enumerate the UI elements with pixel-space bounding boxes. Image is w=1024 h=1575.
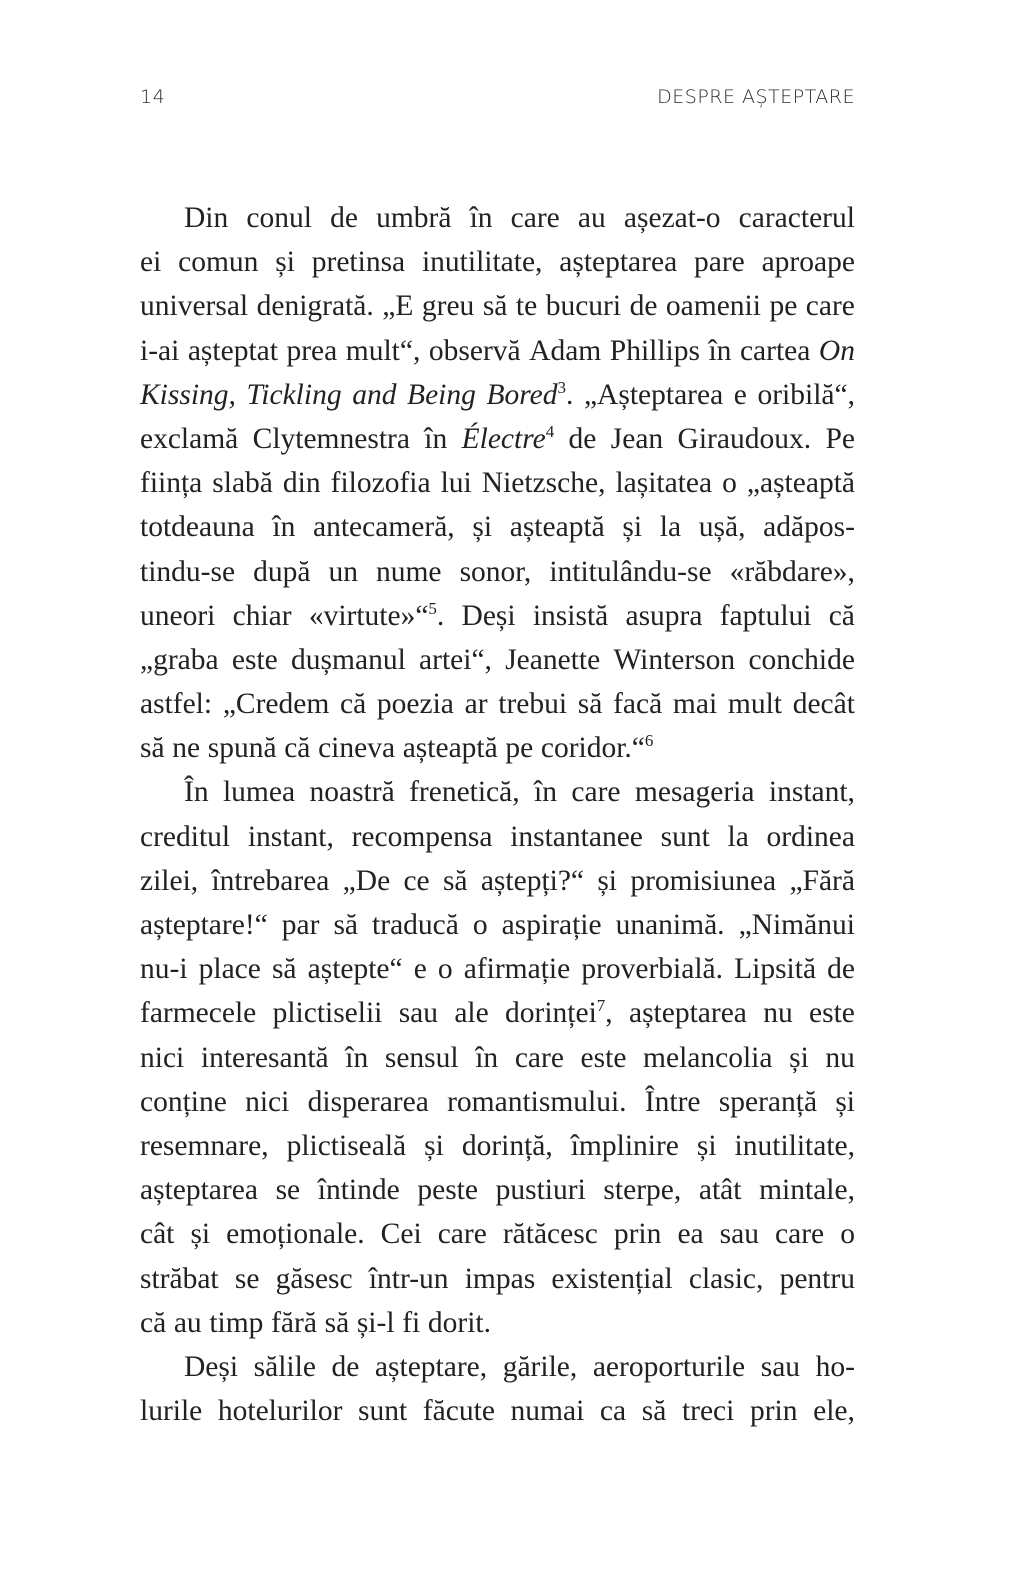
word: mai [672,688,718,721]
word: spună [207,732,277,765]
word: disperarea [307,1085,429,1118]
word: i-ai [140,334,180,367]
text-line [140,373,855,417]
word: și [835,1085,855,1118]
word: și [275,246,295,279]
word: frenetică, [409,776,520,809]
word: prea [286,334,338,367]
word: ei [140,246,162,279]
word: este [580,1041,627,1074]
word: din [282,467,321,500]
word: «virtute»“$^5$. [308,598,445,632]
word: Giraudoux. [677,422,812,455]
word: ale [454,997,489,1030]
running-head [140,86,855,112]
text-line [140,1080,855,1124]
word: Phillips [609,334,700,367]
word: împlinire [570,1129,679,1162]
text-line [140,638,855,682]
word: farmecele [140,997,257,1030]
word: inutilitate, [734,1129,855,1162]
word: bucuri [545,290,622,323]
word: au [173,1306,202,1339]
word: oamenii [665,290,761,323]
text-line [140,505,855,549]
word: în [534,776,557,809]
word: noastră [309,776,395,809]
text-line [140,240,855,284]
word: hotelurilor [217,1395,343,1428]
word: intitulându-se [549,555,712,588]
word: impas [464,1262,536,1295]
text-line [140,284,855,328]
word: sunt [660,820,710,853]
word: aeroporturile [592,1350,746,1383]
word: and [352,378,397,411]
word: în [272,511,296,544]
word: instant, [768,776,855,809]
word: și [424,1129,444,1162]
word: Winterson [613,643,736,676]
word: au [577,202,606,234]
text-line [140,1389,855,1433]
word: astfel: [140,688,213,721]
word: cât [140,1218,175,1251]
word: resemnare, [140,1129,269,1162]
text-line [140,903,855,947]
word: de [629,290,658,323]
word: uneori [140,599,216,632]
word: aștepți?“ [480,864,585,897]
text-line [140,1124,855,1168]
word: sterpe, [603,1174,682,1207]
word: să [333,909,359,941]
word: ne [172,732,201,765]
word: sau [398,997,439,1030]
word: că [284,732,311,765]
word: fără [271,1306,317,1339]
word: timp [209,1306,264,1339]
word: „așteaptă [746,467,855,500]
word: proverbială. [581,953,724,986]
word: și [597,864,618,897]
word: decât [792,688,855,721]
word: dușmanul [291,643,406,676]
paragraph [140,770,855,1344]
word: sau [719,1218,759,1251]
word: ele, [813,1395,855,1428]
word: o [840,1218,855,1251]
text-line [140,329,855,373]
word: sunt [358,1395,408,1428]
word: caracterul [738,202,855,234]
word: să [641,1395,667,1428]
word: și [696,1129,717,1162]
word: așteaptă [509,511,605,544]
word: cineva [318,732,396,765]
word: Nietzsche, [481,467,606,500]
word: Cei [380,1218,422,1251]
word: în [469,202,493,234]
word: pentru [779,1262,855,1295]
word: după [253,555,311,588]
word: la [727,820,749,853]
word: umbră [376,202,452,234]
word: dorit. [427,1306,491,1339]
word: aștepte“ [307,953,403,986]
word: pretinsa [311,246,406,279]
word: unanimă. [615,909,725,941]
word: așteptarea [559,246,678,279]
word: prin [749,1395,798,1428]
word: să [442,864,468,897]
word: Pe [825,422,855,455]
text-line [140,196,855,240]
word: ușă, [698,511,746,544]
word: se [234,1262,260,1295]
word: e [733,378,747,411]
word: place [198,953,261,986]
text-line [140,770,855,814]
page-number: 14 [140,86,166,108]
word: și-l [356,1306,395,1339]
word: promisiunea [630,864,777,897]
word: o [437,953,453,986]
text-line [140,1036,855,1080]
text-line [140,461,855,505]
word: „De [342,864,391,897]
word: În [184,776,209,809]
word: nu [763,997,793,1030]
word: atât [698,1174,742,1207]
word: Kissing, [140,378,236,411]
word: sonor, [459,555,532,588]
word: aproape [761,246,855,279]
word: și [190,1218,211,1251]
word: plictiselii [272,997,383,1030]
word: adăpos- [763,511,855,544]
word: zilei, [140,864,199,897]
word: „Așteptarea [583,378,724,411]
word: lui [440,467,472,500]
word: lașitatea [615,467,713,500]
word: instantanee [510,820,643,853]
word: insistă [532,599,609,632]
word: nume [375,555,442,588]
word: tindu-se [140,555,236,588]
text-line [140,417,855,461]
word: e [413,953,427,986]
word: să [271,953,297,986]
body-text [140,196,855,1433]
word: faptului [719,599,812,632]
word: numai [510,1395,585,1428]
word: te [515,290,538,323]
word: și [472,511,493,544]
word: Being [407,378,476,411]
word: de [568,422,597,455]
word: pe [769,290,798,323]
word: mult [727,688,782,721]
word: Électre$^4$ [461,421,555,455]
word: Între [644,1085,701,1118]
word: care [510,202,560,234]
word: speranță [718,1085,818,1118]
word: artei“, [419,643,492,676]
word: interesantă [200,1041,329,1074]
word: rătăcesc [502,1218,598,1251]
text-line [140,1168,855,1212]
word: oribilă“, [757,378,855,411]
word: ar [464,688,488,721]
word: este [231,643,278,676]
word: și [789,1041,809,1074]
paragraph [140,196,855,770]
word: ca [599,1395,627,1428]
word: „graba [140,643,219,676]
word: clasic, [688,1262,764,1295]
word: un [328,555,358,588]
word: nu-i [140,953,188,986]
word: sau [760,1350,801,1383]
word: antecameră, [313,511,455,544]
word: găsesc [275,1262,353,1295]
word: așezat-o [623,202,721,234]
word: lumea [222,776,296,809]
word: pustiuri [495,1174,586,1207]
word: „Fără [789,864,855,897]
word: sălile [253,1350,316,1383]
word: Deși [461,599,516,632]
word: Din [184,202,229,234]
word: și [622,511,643,544]
word: întinde [317,1174,400,1207]
word: nu [825,1041,855,1074]
word: Deși [184,1350,239,1383]
text-line [140,991,855,1035]
word: mesageria [634,776,755,809]
word: Lipsită [734,953,817,986]
word: greu [421,290,475,323]
word: că [140,1306,167,1339]
word: Tickling [246,378,342,411]
text-line [140,815,855,859]
word: pare [694,246,745,279]
word: exclamă [140,422,239,455]
word: afirmație [463,953,571,986]
word: dorinței$^7$, [505,996,613,1030]
word: fi [402,1306,421,1339]
word: comun [178,246,259,279]
word: să [577,688,603,721]
word: că [828,599,855,632]
word: care [805,290,855,323]
word: existențial [551,1262,673,1295]
word: prin [613,1218,662,1251]
word: de [827,953,855,986]
word: romantismului. [447,1085,627,1118]
word: în [475,1041,499,1074]
word: Jeanette [505,643,601,676]
word: să [324,1306,350,1339]
word: recompensa [351,820,493,853]
word: care [437,1218,487,1251]
word: coridor.“$^6$ [540,731,654,765]
word: «răbdare», [729,555,855,588]
word: Jean [610,422,664,455]
word: care [775,1218,825,1251]
text-line [140,726,855,770]
word: Adam [529,334,602,367]
word: poezia [376,688,454,721]
word: universal [140,290,249,323]
word: ființa [140,467,203,500]
word: conține [140,1085,227,1118]
text-line [140,1345,855,1389]
word: On [818,334,855,367]
word: observă [428,334,521,367]
text-line [140,1301,855,1345]
word: ordinea [766,820,855,853]
text-line [140,859,855,903]
word: cartea [739,334,811,367]
word: care [571,776,621,809]
text-line [140,1212,855,1256]
word: „Credem [222,688,330,721]
word: Bored$^3$. [486,377,574,411]
word: „Nimănui [738,909,855,941]
word: traducă [372,909,459,941]
word: facă [613,688,663,721]
word: Clytemnestra [252,422,410,455]
word: instant, [247,820,334,853]
word: o [472,909,488,941]
word: pe [505,732,534,765]
word: în [345,1041,369,1074]
word: așteptare, [374,1350,488,1383]
text-line [140,594,855,638]
word: așteptarea [628,997,747,1030]
word: chiar [232,599,292,632]
word: aspirație [501,909,602,941]
text-line [140,550,855,594]
text-line [140,1257,855,1301]
word: filozofia [330,467,431,500]
word: trebui [498,688,568,721]
word: melancolia [643,1041,773,1074]
word: așteaptă [402,732,498,765]
word: inutilitate, [421,246,543,279]
word: că [340,688,367,721]
word: nici [245,1085,290,1118]
word: străbat [140,1262,219,1295]
word: de [330,202,358,234]
word: treci [681,1395,735,1428]
word: care [514,1041,564,1074]
word: asupra [625,599,703,632]
word: ho- [815,1350,855,1383]
word: așteptarea [140,1174,258,1207]
word: o [722,467,737,500]
word: la [659,511,682,544]
word: așteptat [187,334,278,367]
word: este [809,997,855,1030]
word: denigrată. [256,290,374,323]
word: nici [140,1041,185,1074]
word: în [708,334,732,367]
word: gările, [502,1350,578,1383]
word: „E [382,290,414,323]
word: într-un [368,1262,449,1295]
word: lurile [140,1395,203,1428]
word: plictiseală [286,1129,407,1162]
word: să [482,290,508,323]
word: dorință, [461,1129,553,1162]
word: întrebarea [211,864,330,897]
word: conul [246,202,312,234]
word: se [275,1174,301,1207]
word: ea [677,1218,704,1251]
word: în [424,422,448,455]
running-title: DESPRE AȘTEPTARE [657,86,855,108]
paragraph [140,1345,855,1433]
word: par [281,909,320,941]
text-line [140,947,855,991]
word: conchide [748,643,855,676]
word: ce [403,864,430,897]
word: mult“, [345,334,421,367]
word: așteptare!“ [140,909,268,941]
word: slabă [212,467,273,500]
word: să [140,732,165,765]
word: emoționale. [226,1218,365,1251]
word: de [331,1350,360,1383]
word: sensul [384,1041,459,1074]
word: creditul [140,820,231,853]
word: făcute [422,1395,495,1428]
word: totdeauna [140,511,255,544]
text-line [140,682,855,726]
word: peste [417,1174,478,1207]
word: mintale, [759,1174,855,1207]
